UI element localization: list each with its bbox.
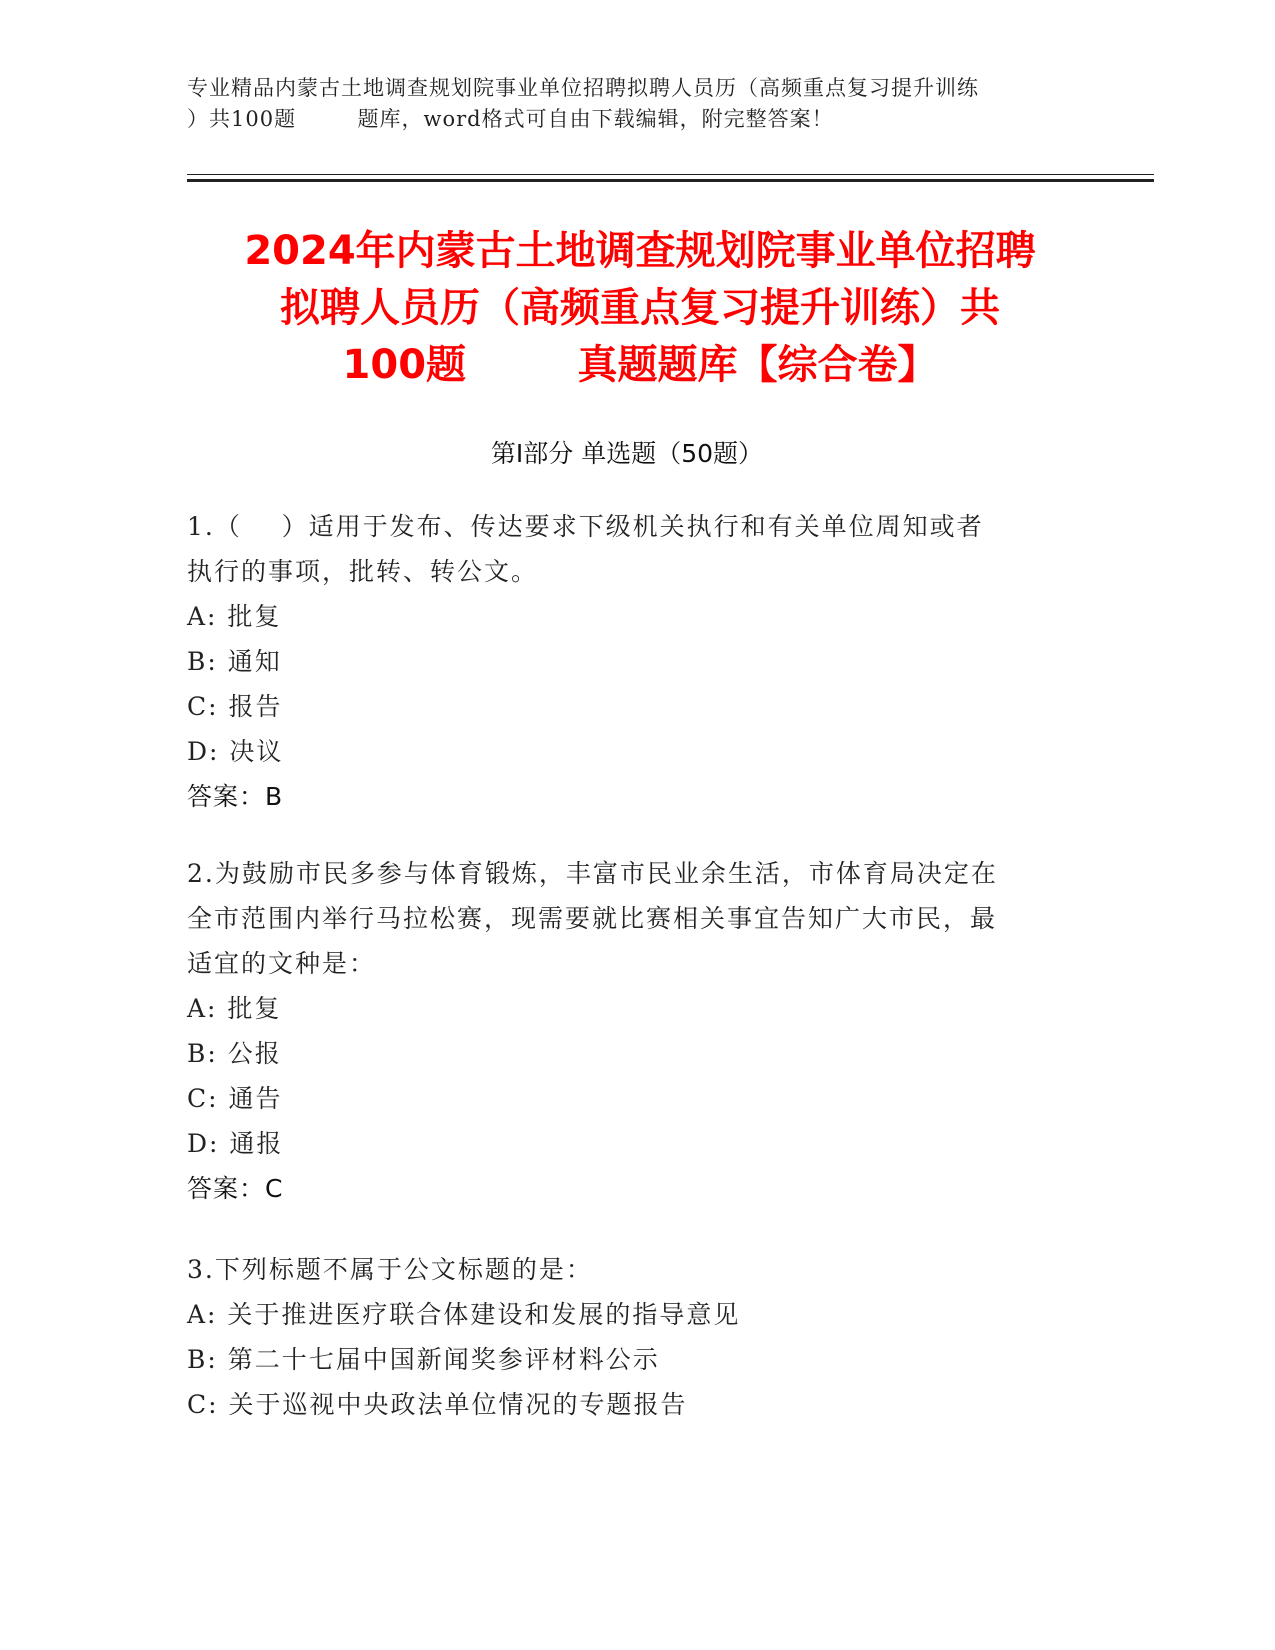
question-2 [187,851,1067,1211]
question-stem [187,1247,1067,1292]
question-3 [187,1247,1067,1427]
question-stem-line: 适宜的文种是： [187,949,377,978]
question-stem [187,851,1067,986]
option-c: C: 报告 [187,692,283,721]
option-a: A: 关于推进医疗联合体建设和发展的指导意见 [187,1300,741,1329]
option-b: B: 公报 [187,1039,282,1068]
header-note-line: 专业精品内蒙古土地调查规划院事业单位招聘拟聘人员历（高频重点复习提升训练 [187,76,979,100]
header-divider-thick [187,179,1154,182]
question-1 [187,504,1067,819]
option-b: B: 通知 [187,647,282,676]
header-divider-thin [187,174,1154,175]
option-b: B: 第二十七届中国新闻奖参评材料公示 [187,1345,660,1374]
option-c: C: 关于巡视中央政法单位情况的专题报告 [187,1390,688,1419]
document-title-line: 100题 真题题库【综合卷】 [342,342,938,388]
option-d: D: 通报 [187,1129,284,1158]
header-note-line: ）共100题 题库，word格式可自由下载编辑，附完整答案！ [187,107,834,131]
document-title-line: 2024年内蒙古土地调查规划院事业单位招聘 [244,228,1036,274]
option-a: A: 批复 [187,994,282,1023]
document-title-line: 拟聘人员历（高频重点复习提升训练）共 [280,285,1000,331]
option-d: D: 决议 [187,737,284,766]
option-c: C: 通告 [187,1084,283,1113]
header-note [187,73,1067,135]
section-title: 第Ⅰ部分 单选题（50题） [490,439,764,468]
question-stem-line: 执行的事项，批转、转公文。 [187,557,539,586]
answer: 答案：B [187,782,284,811]
question-stem [187,504,1067,594]
document-title [160,223,1120,394]
question-stem-line: 3.下列标题不属于公文标题的是： [187,1255,593,1284]
question-stem-line: 1.（ ）适用于发布、传达要求下级机关执行和有关单位周知或者 [187,512,984,541]
question-stem-line: 全市范围内举行马拉松赛，现需要就比赛相关事宜告知广大市民，最 [187,904,998,933]
question-stem-line: 2.为鼓励市民多参与体育锻炼，丰富市民业余生活，市体育局决定在 [187,859,998,888]
answer: 答案：C [187,1174,284,1203]
option-a: A: 批复 [187,602,282,631]
